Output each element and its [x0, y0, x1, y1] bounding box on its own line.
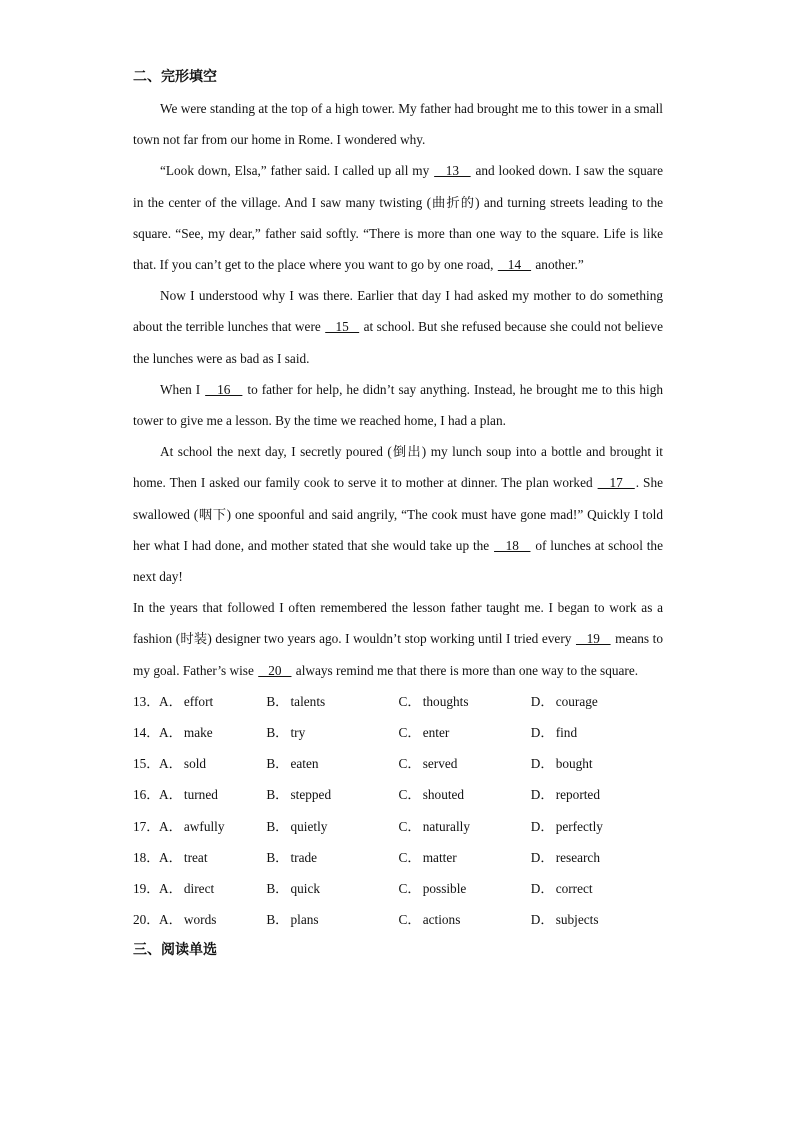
question-number: 14．: [133, 725, 160, 741]
answer-option[interactable]: [399, 904, 531, 935]
option-letter: A．: [159, 787, 182, 803]
option-letter: B．: [266, 849, 289, 865]
section-heading-reading: 三、阅读单选: [133, 942, 217, 959]
answer-option[interactable]: [266, 717, 398, 748]
passage-text: When I: [160, 381, 205, 397]
option-letter: B．: [266, 880, 289, 896]
passage-text: always remind me that there is more than one way to the square.: [292, 662, 639, 678]
answer-option[interactable]: [531, 842, 663, 873]
option-letter: A．: [159, 849, 182, 865]
option-letter: C．: [398, 849, 421, 865]
passage-text: We were standing at the top of a high tower. My father had brought me to this tower in a small town not far from our home in Rome. I wondered why.: [133, 101, 663, 148]
option-letter: C．: [398, 787, 421, 803]
answer-option[interactable]: [159, 904, 266, 935]
answer-blank: 17: [597, 475, 635, 491]
passage-text: at school. But she refused because she could not believe the lunches were as bad as I said.: [133, 319, 663, 366]
answer-option[interactable]: [531, 686, 663, 717]
passage-paragraph: [133, 155, 663, 280]
question-row: [133, 842, 663, 873]
option-letter: C．: [398, 880, 421, 896]
option-letter: A．: [159, 912, 182, 928]
answer-blank: 13: [434, 163, 471, 179]
option-text: talents: [290, 693, 326, 709]
option-letter: B．: [266, 912, 289, 928]
option-letter: D．: [530, 756, 554, 772]
answer-option[interactable]: [266, 811, 398, 842]
option-letter: D．: [530, 818, 554, 834]
passage-paragraph: [133, 592, 663, 686]
option-letter: A．: [159, 725, 182, 741]
option-letter: B．: [266, 756, 289, 772]
answer-option[interactable]: [399, 748, 531, 779]
answer-option[interactable]: [159, 748, 266, 779]
answer-option[interactable]: [266, 842, 398, 873]
option-text: find: [555, 725, 578, 741]
answer-option[interactable]: [159, 873, 266, 904]
option-letter: D．: [530, 849, 554, 865]
answer-blank: 20: [258, 662, 292, 678]
option-text: turned: [183, 787, 218, 803]
passage-text: In the years that followed I often remembered the lesson father taught me. I began to work as a fashion (时装) designer two years ago. I wouldn’t stop working until I tried every: [133, 600, 663, 647]
question-row: [133, 717, 663, 748]
answer-option[interactable]: [399, 842, 531, 873]
option-text: shouted: [422, 787, 465, 803]
option-text: research: [555, 849, 600, 865]
answer-option[interactable]: [531, 811, 663, 842]
section-heading-cloze: 二、完形填空: [133, 69, 217, 85]
question-number: 13．: [133, 693, 160, 709]
option-letter: A．: [159, 756, 182, 772]
option-text: bought: [555, 756, 593, 772]
option-text: trade: [290, 849, 318, 865]
question-row: [133, 873, 663, 904]
question-number: 16．: [133, 787, 160, 803]
option-text: naturally: [422, 818, 470, 834]
passage-text: and looked down. I saw the square in the center of the village. And I saw many twisting (曲折的) and turning streets leading to the square. “See, my dear,” father said softly. “There is more than one way to the square. Life is like that. If you can’t get to the place where you want to go by one road,: [133, 163, 663, 273]
question-list: [133, 686, 663, 936]
option-text: awfully: [183, 818, 225, 834]
option-text: make: [183, 725, 213, 741]
option-letter: C．: [398, 818, 421, 834]
answer-option[interactable]: [266, 686, 398, 717]
option-letter: B．: [266, 693, 289, 709]
option-text: quick: [290, 880, 321, 896]
question-number: 20．: [133, 912, 160, 928]
answer-option[interactable]: [399, 717, 531, 748]
passage-paragraph: [133, 93, 663, 155]
answer-option[interactable]: [159, 779, 266, 810]
answer-option[interactable]: [531, 779, 663, 810]
answer-blank: 19: [575, 631, 611, 647]
answer-option[interactable]: [399, 873, 531, 904]
option-text: reported: [555, 787, 600, 803]
option-letter: D．: [530, 725, 554, 741]
passage-text: . She swallowed (咽下) one spoonful and said angrily, “The cook must have gone mad!” Quickly I told her what I had done, and mother stated that she would take up the: [133, 475, 663, 553]
option-text: treat: [183, 849, 208, 865]
answer-option[interactable]: [266, 748, 398, 779]
answer-option[interactable]: [399, 686, 531, 717]
option-text: eaten: [290, 756, 319, 772]
question-row: [133, 779, 663, 810]
option-letter: D．: [530, 787, 554, 803]
option-letter: D．: [530, 880, 554, 896]
passage-text: of lunches at school the next day!: [133, 537, 663, 585]
option-text: sold: [183, 756, 207, 772]
answer-option[interactable]: [266, 873, 398, 904]
question-number: 18．: [133, 849, 160, 865]
option-text: served: [422, 756, 458, 772]
question-number: 19．: [133, 880, 160, 896]
option-letter: C．: [398, 756, 421, 772]
question-number: 15．: [133, 756, 160, 772]
passage-text: to father for help, he didn’t say anything. Instead, he brought me to this high tower to give me a lesson. By the time we reached home, I had a plan.: [133, 381, 663, 429]
answer-option[interactable]: [159, 686, 266, 717]
answer-option[interactable]: [531, 873, 663, 904]
option-text: enter: [422, 725, 450, 741]
option-letter: C．: [398, 725, 421, 741]
option-text: possible: [422, 880, 467, 896]
option-text: plans: [290, 912, 319, 928]
option-text: matter: [422, 849, 457, 865]
answer-option[interactable]: [266, 779, 398, 810]
option-letter: B．: [266, 787, 289, 803]
answer-option[interactable]: [399, 811, 531, 842]
option-letter: C．: [398, 693, 421, 709]
option-letter: B．: [266, 725, 289, 741]
option-text: perfectly: [555, 818, 603, 834]
passage-text: At school the next day, I secretly poured (倒出) my lunch soup into a bottle and brought it home. Then I asked our family cook to serve it to mother at dinner. The plan worked: [133, 444, 663, 491]
option-text: words: [183, 912, 217, 928]
option-letter: A．: [159, 880, 182, 896]
answer-blank: 16: [205, 381, 243, 397]
passage-text: another.”: [532, 257, 584, 273]
passage-paragraph: [133, 436, 663, 592]
option-text: thoughts: [422, 693, 469, 709]
option-text: subjects: [555, 912, 599, 928]
passage-text: means to my goal. Father’s wise: [133, 631, 663, 678]
passage-paragraph: [133, 280, 663, 374]
option-text: correct: [555, 880, 593, 896]
passage-text: “Look down, Elsa,” father said. I called up all my: [160, 163, 434, 179]
answer-option[interactable]: [531, 717, 663, 748]
question-row: [133, 748, 663, 779]
option-text: actions: [422, 912, 461, 928]
option-letter: A．: [159, 818, 182, 834]
passage-paragraph: [133, 374, 663, 436]
exam-page: [133, 62, 663, 966]
option-text: direct: [183, 880, 215, 896]
option-text: effort: [183, 693, 214, 709]
answer-blank: 18: [494, 537, 531, 553]
option-letter: B．: [266, 818, 289, 834]
option-letter: C．: [398, 912, 421, 928]
question-row: [133, 904, 663, 935]
option-letter: A．: [159, 693, 182, 709]
answer-option[interactable]: [159, 842, 266, 873]
answer-option[interactable]: [399, 779, 531, 810]
answer-option[interactable]: [531, 904, 663, 935]
cloze-passage: [133, 93, 663, 686]
answer-option[interactable]: [531, 748, 663, 779]
answer-blank: 14: [497, 257, 532, 273]
option-text: stepped: [290, 787, 332, 803]
option-text: quietly: [290, 818, 328, 834]
option-text: try: [290, 725, 306, 741]
question-row: [133, 811, 663, 842]
passage-text: Now I understood why I was there. Earlier that day I had asked my mother to do something about the terrible lunches that were: [133, 288, 663, 335]
answer-option[interactable]: [159, 717, 266, 748]
answer-option[interactable]: [266, 904, 398, 935]
answer-blank: 15: [325, 319, 360, 335]
question-row: [133, 686, 663, 717]
question-number: 17．: [133, 818, 160, 834]
option-letter: D．: [530, 912, 554, 928]
option-letter: D．: [530, 693, 554, 709]
option-text: courage: [555, 693, 598, 709]
answer-option[interactable]: [159, 811, 266, 842]
